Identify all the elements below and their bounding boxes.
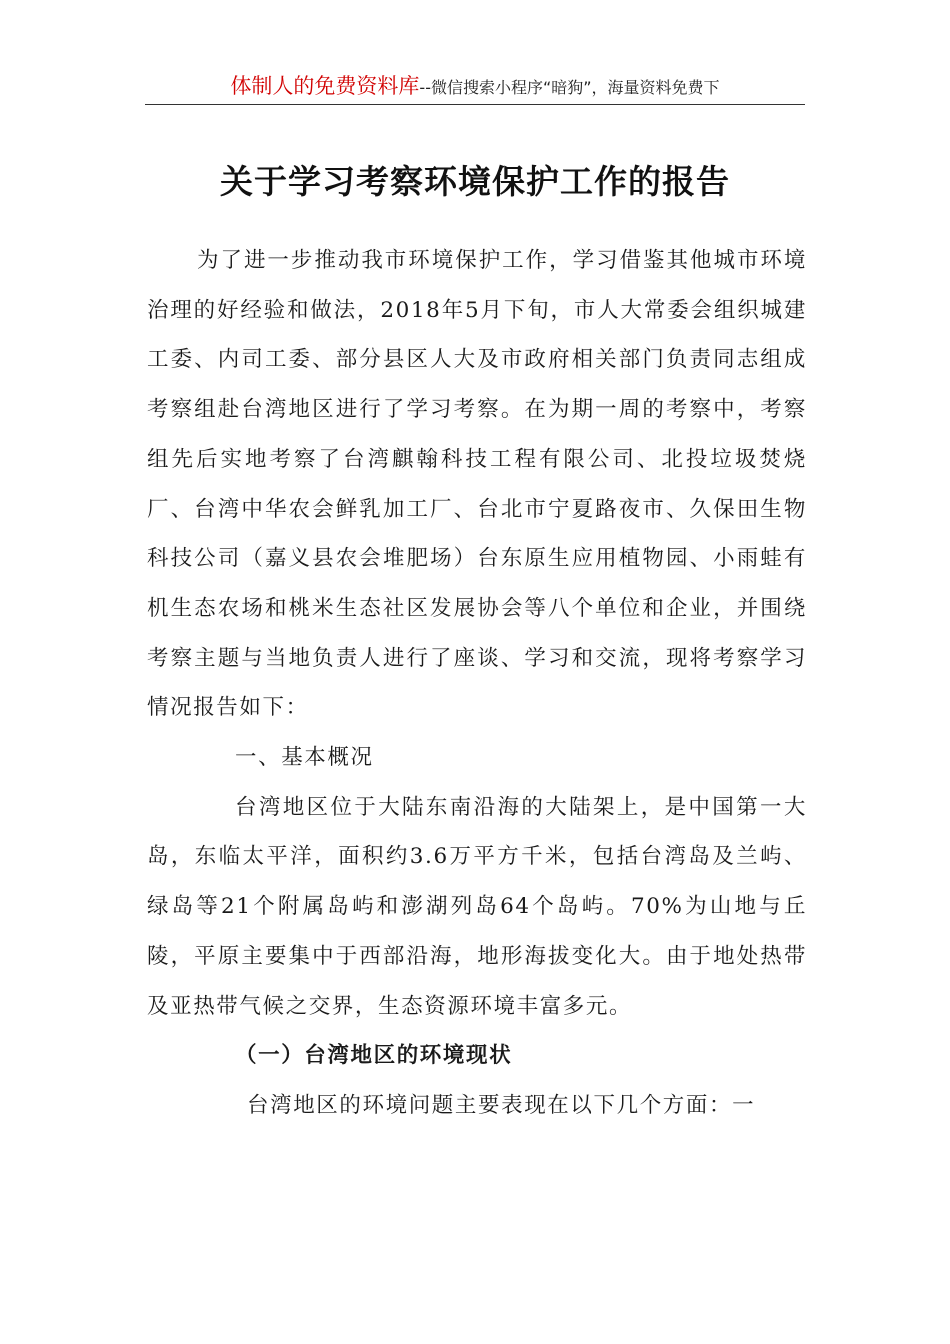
overview-paragraph: 台湾地区位于大陆东南沿海的大陆架上，是中国第一大岛，东临太平洋，面积约3.6万平方千米，包括台湾岛及兰屿、绿岛等21个附属岛屿和澎湖列岛64个岛屿。70%为山地与丘陵，平原主要集中于西部沿海，地形海拔变化大。由于地处热带及亚热带气候之交界，生态资源环境丰富多元。 xyxy=(147,794,807,1019)
environment-paragraph: 台湾地区的环境问题主要表现在以下几个方面：一 xyxy=(247,1092,756,1118)
document-title: 关于学习考察环境保护工作的报告 xyxy=(220,162,730,201)
intro-paragraph: 为了进一步推动我市环境保护工作，学习借鉴其他城市环境治理的好经验和做法，2018年5月下旬，市人大常委会组织城建工委、内司工委、部分县区人大及市政府相关部门负责同志组成考察组赴台湾地区进行了学习考察。在为期一周的考察中，考察组先后实地考察了台湾麒翰科技工程有限公司、北投垃圾焚烧厂、台湾中华农会鲜乳加工厂、台北市宁夏路夜市、久保田生物科技公司（嘉义县农会堆肥场）台东原生应用植物园、小雨蛙有机生态农场和桃米生态社区发展协会等八个单位和企业，并围绕考察主题与当地负责人进行了座谈、学习和交流，现将考察学习情况报告如下： xyxy=(147,248,807,721)
section-heading-basic-overview: 一、基本概况 xyxy=(235,745,374,771)
document-body xyxy=(147,236,807,1131)
header-tagline: --微信搜索小程序“暗狗”，海量资料免费下 xyxy=(419,78,720,97)
header-brand: 体制人的免费资料库 xyxy=(230,74,420,98)
subsection-heading-environment-status: （一）台湾地区的环境现状 xyxy=(235,1043,513,1069)
page-header xyxy=(145,70,805,105)
